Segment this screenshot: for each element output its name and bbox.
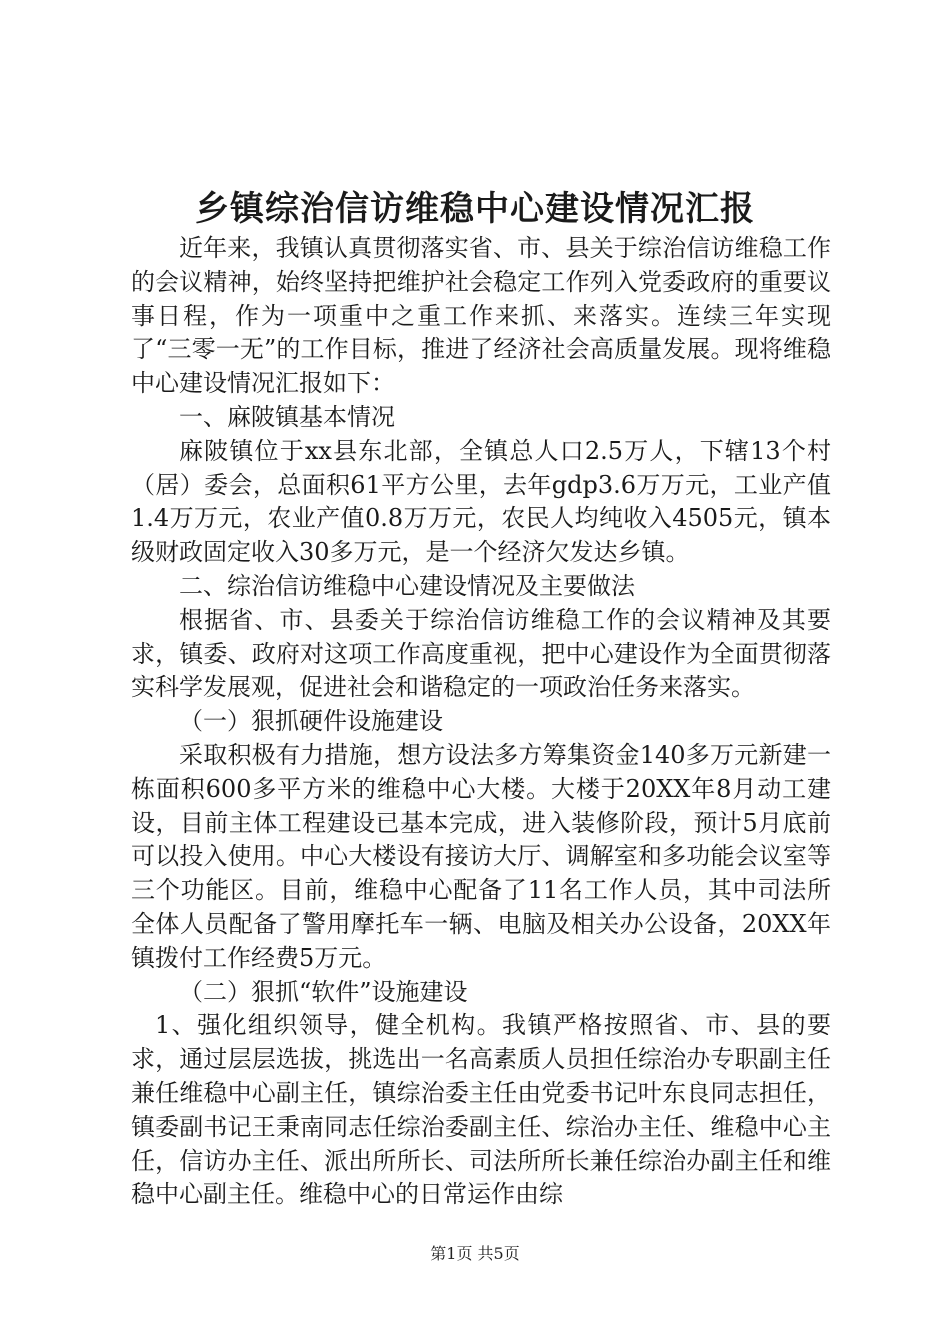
section-heading-1: 一、麻陂镇基本情况 [179,402,395,431]
paragraph-basic-info: 麻陂镇位于xx县东北部，全镇总人口2.5万人，下辖13个村（居）委会，总面积61平方公里，去年gdp3.6万万元，工业产值1.4万万元，农业产值0.8万万元，农民人均纯收入4505元，镇本级财政固定收入30多万元，是一个经济欠发达乡镇。 [131,436,831,567]
section-heading-2: 二、综治信访维稳中心建设情况及主要做法 [179,571,635,600]
subsection-heading-hardware: （一）狠抓硬件设施建设 [179,707,443,736]
paragraph-hardware: 采取积极有力措施，想方设法多方筹集资金140多万元新建一栋面积600多平方米的维稳中心大楼。大楼于20XX年8月动工建设，目前主体工程建设已基本完成，进入装修阶段，预计5月底前可以投入使用。中心大楼设有接访大厅、调解室和多功能会议室等三个功能区。目前，维稳中心配备了11名工作人员，其中司法所全体人员配备了警用摩托车一辆、电脑及相关办公设备，20XX年镇拨付工作经费5万元。 [131,740,831,972]
paragraph-practice-intro: 根据省、市、县委关于综治信访维稳工作的会议精神及其要求，镇委、政府对这项工作高度重视，把中心建设作为全面贯彻落实科学发展观，促进社会和谐稳定的一项政治任务来落实。 [131,605,831,702]
document-title: 乡镇综治信访维稳中心建设情况汇报 [195,189,755,229]
page-number-footer: 第1页 共5页 [430,1244,520,1263]
intro-paragraph: 近年来，我镇认真贯彻落实省、市、县关于综治信访维稳工作的会议精神，始终坚持把维护社会稳定工作列入党委政府的重要议事日程，作为一项重中之重工作来抓、来落实。连续三年实现了“三零一无”的工作目标，推进了经济社会高质量发展。现将维稳中心建设情况汇报如下： [131,234,831,398]
paragraph-organization: 1、强化组织领导，健全机构。我镇严格按照省、市、县的要求，通过层层选拔，挑选出一名高素质人员担任综治办专职副主任兼任维稳中心副主任，镇综治委主任由党委书记叶东良同志担任，镇委副书记王秉南同志任综治委副主任、综治办主任、维稳中心主任，信访办主任、派出所所长、司法所所长兼任综治办副主任和维稳中心副主任。维稳中心的日常运作由综 [131,1011,831,1209]
subsection-heading-software: （二）狠抓“软件”设施建设 [179,977,468,1006]
document-body [131,232,831,1212]
